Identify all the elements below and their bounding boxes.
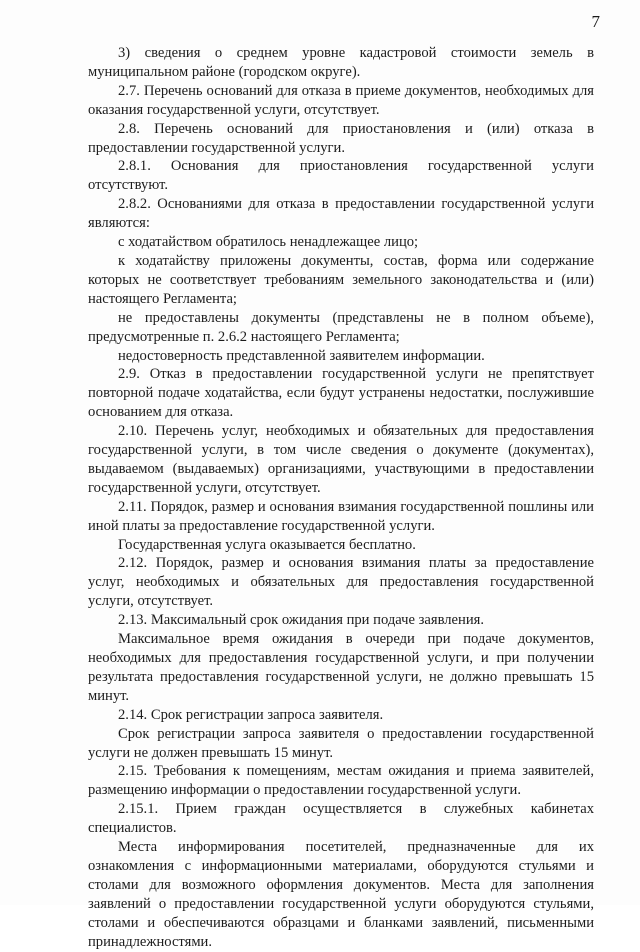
paragraph-2-15: 2.15. Требования к помещениям, местам ожидания и приема заявителей, размещению информации о предоставлении государственной услуги. [88,763,594,799]
paragraph-free-service: Государственная услуга оказывается бесплатно. [118,536,416,553]
paragraph-2-8-1: 2.8.1. Основания для приостановления государственной услуги отсутствуют. [88,158,594,194]
refusal-reason-2: к ходатайству приложены документы, состав, форма или содержание которых не соответствует требованиям земельного законодательства и (или) настоящего Регламента; [88,252,594,307]
paragraph-2-7: 2.7. Перечень оснований для отказа в приеме документов, необходимых для оказания государственной услуги, отсутствует. [88,82,594,118]
paragraph-2-11: 2.11. Порядок, размер и основания взимания государственной пошлины или иной платы за предоставление государственной услуги. [88,498,594,534]
paragraph-2-10: 2.10. Перечень услуг, необходимых и обязательных для предоставления государственной услуги, в том числе сведения о документе (документах), выдаваемом (выдаваемых) организациями, участвующими в предоставлении государственной услуги, отсутствует. [88,423,594,496]
refusal-reason-1: с ходатайством обратилось ненадлежащее лицо; [118,234,419,251]
paragraph-2-13: 2.13. Максимальный срок ожидания при подаче заявления. [118,612,485,629]
paragraph-info-places: Места информирования посетителей, предназначенные для их ознакомления с информационными материалами, оборудуются стульями и столами для возможного оформления документов. Места для заполнения заявлений о предоставлении государственной услуги оборудуются стульями, столами и обеспечиваются образцами и бланками заявлений, письменными принадлежностями. [88,839,594,950]
paragraph-2-14: 2.14. Срок регистрации запроса заявителя. [118,706,384,723]
refusal-reason-4: недостоверность представленной заявителем информации. [118,347,485,364]
paragraph-item-3: 3) сведения о среднем уровне кадастровой стоимости земель в муниципальном районе (городском округе). [88,45,594,80]
paragraph-registration-time: Срок регистрации запроса заявителя о предоставлении государственной услуги не должен превышать 15 минут. [88,725,594,761]
refusal-reason-3: не предоставлены документы (представлены не в полном объеме), предусмотренные п. 2.6.2 настоящего Регламента; [88,309,594,345]
paragraph-2-8-2: 2.8.2. Основаниями для отказа в предоставлении государственной услуги являются: [88,196,594,232]
page-number: 7 [591,12,600,31]
paragraph-max-wait-time: Максимальное время ожидания в очереди при подаче документов, необходимых для предоставления государственной услуги, и при получении результата предоставления государственной услуги, не должно превышать 15 минут. [88,631,594,704]
paragraph-2-12: 2.12. Порядок, размер и основания взимания платы за предоставление услуг, необходимых и обязательных для предоставления государственной услуги, отсутствует. [88,555,594,610]
paragraph-2-9: 2.9. Отказ в предоставлении государственной услуги не препятствует повторной подаче ходатайства, если будут устранены недостатки, послужившие основанием для отказа. [88,366,594,421]
paragraph-2-15-1: 2.15.1. Прием граждан осуществляется в служебных кабинетах специалистов. [88,801,594,837]
paragraph-2-8: 2.8. Перечень оснований для приостановления и (или) отказа в предоставлении государственной услуги. [88,120,594,156]
document-body [88,44,594,952]
